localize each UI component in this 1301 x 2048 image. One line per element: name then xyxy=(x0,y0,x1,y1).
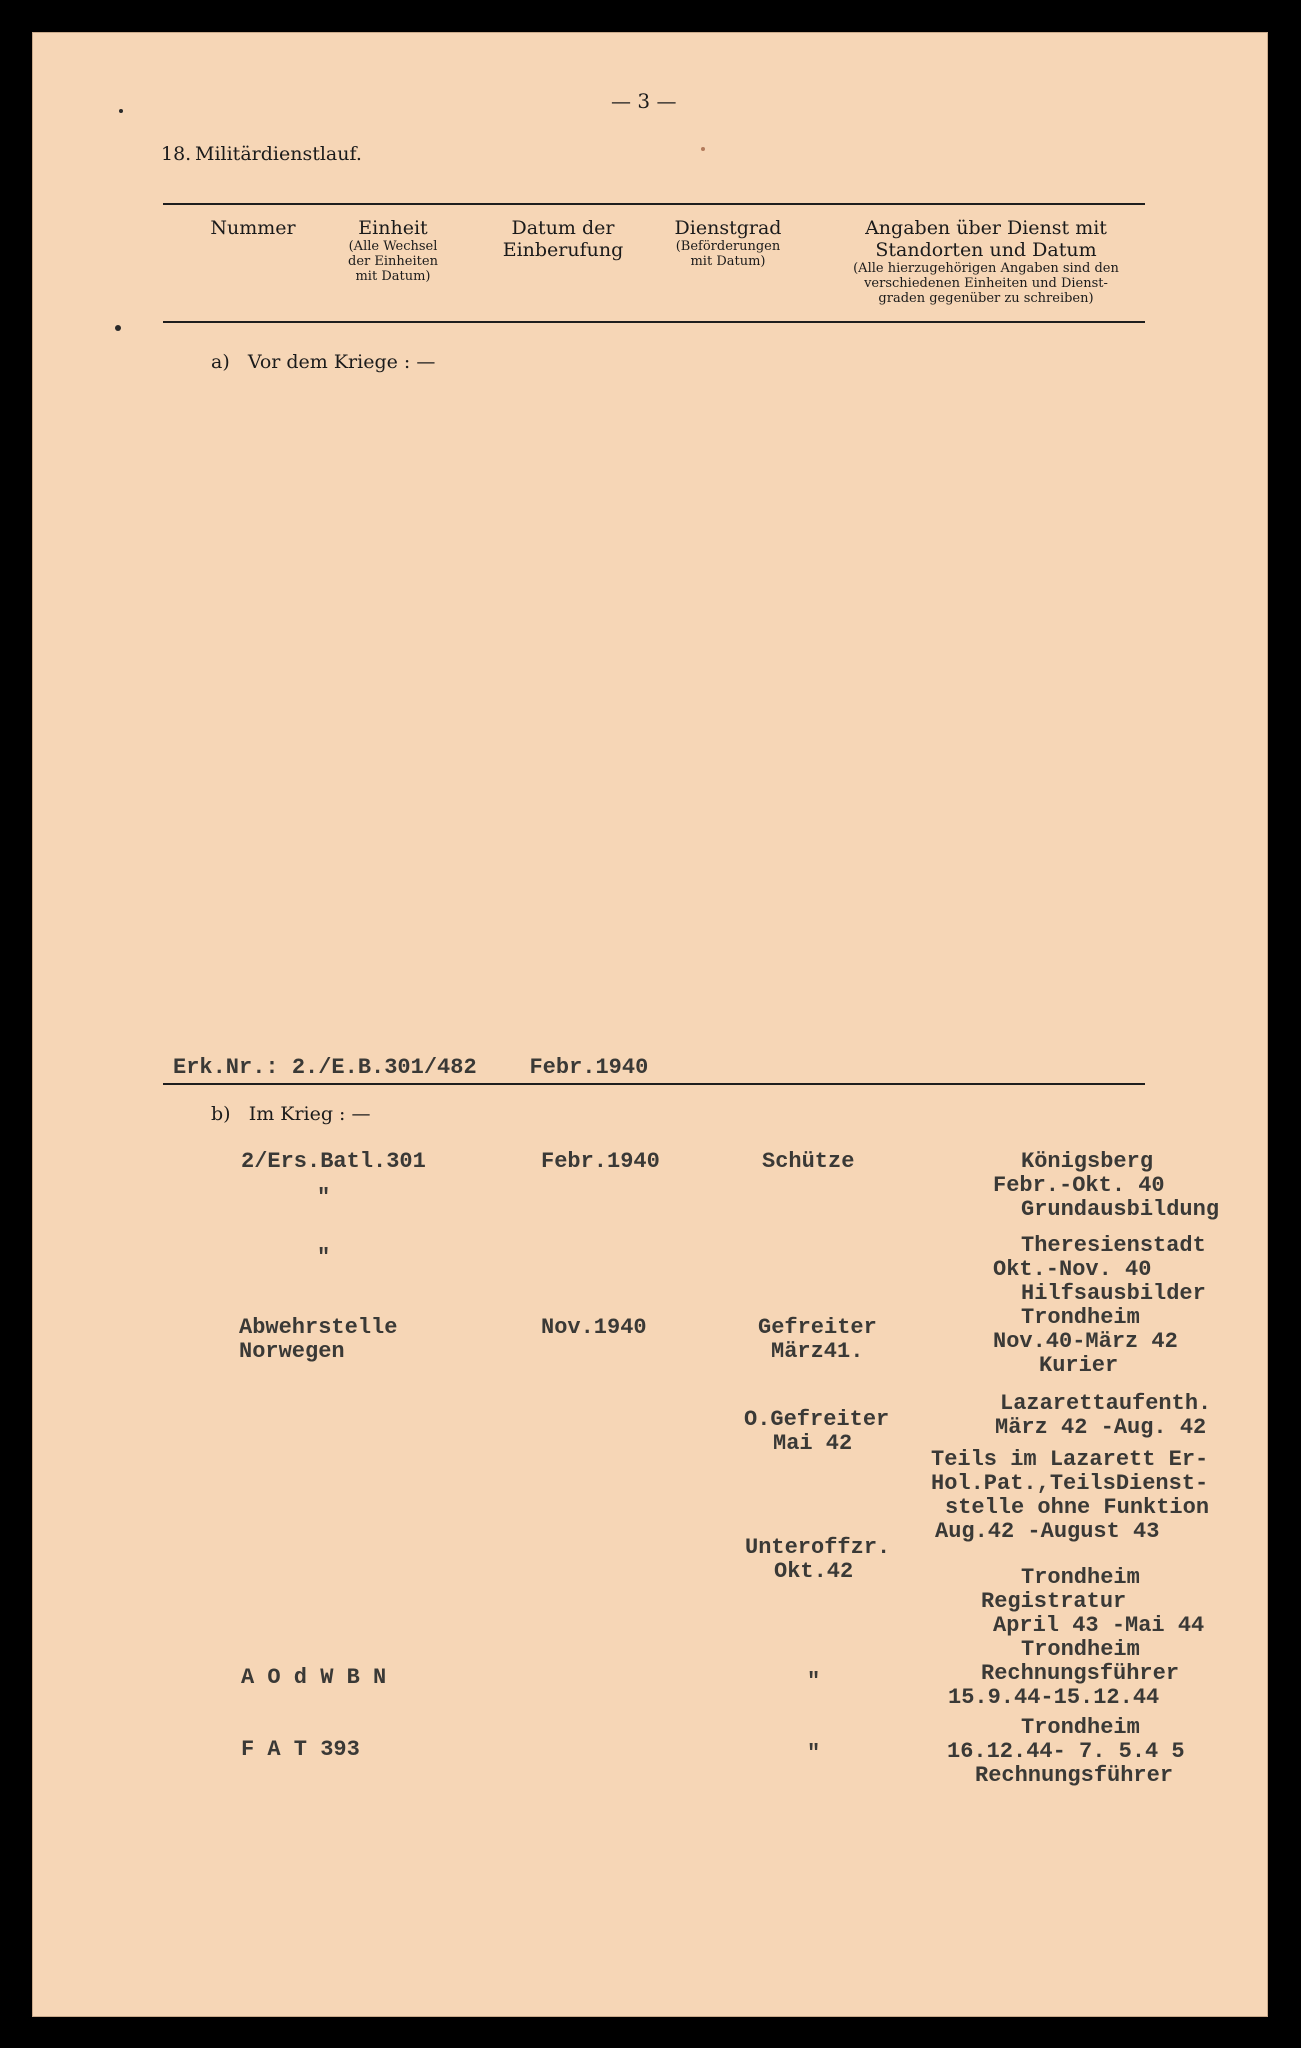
rank-entry: Okt.42 xyxy=(774,1559,854,1584)
rank-entry: O.Gefreiter xyxy=(744,1407,890,1432)
unit-entry: 2/Ers.Batl.301 xyxy=(241,1149,426,1174)
column-header-nummer xyxy=(198,217,308,239)
column-header-einheit xyxy=(328,217,458,284)
info-line: Theresienstadt xyxy=(1021,1233,1206,1258)
column-note-line: mit Datum) xyxy=(690,254,766,269)
paper-speck xyxy=(701,147,705,151)
column-note-line: der Einheiten xyxy=(348,254,438,269)
column-title: Nummer xyxy=(210,217,296,239)
unit-entry: A O d W B N xyxy=(241,1665,387,1690)
rank-entry: März41. xyxy=(771,1339,864,1364)
date-entry: Febr.1940 xyxy=(541,1149,660,1174)
column-header-datum xyxy=(488,217,638,261)
ditto-mark: " xyxy=(807,1669,821,1694)
ditto-mark: " xyxy=(807,1741,821,1766)
rank-entry: Schütze xyxy=(762,1149,855,1174)
column-title: Dienstgrad xyxy=(674,217,782,239)
column-title-line: Einberufung xyxy=(502,239,624,261)
paper-speck xyxy=(115,325,121,331)
info-line: Nov.40-März 42 xyxy=(993,1329,1178,1354)
rank-entry: Gefreiter xyxy=(758,1315,877,1340)
info-line: Rechnungsführer xyxy=(975,1763,1174,1788)
info-line: Rechnungsführer xyxy=(981,1661,1180,1686)
info-line: Trondheim xyxy=(1021,1565,1140,1590)
section-title: Militärdienstlauf. xyxy=(195,143,362,165)
rank-entry: Unteroffzr. xyxy=(745,1535,891,1560)
column-title-line: Datum der xyxy=(511,217,615,239)
column-header-dienstgrad xyxy=(658,217,798,269)
table-header-rule xyxy=(163,321,1145,323)
ditto-mark: " xyxy=(317,1245,331,1270)
info-line: Trondheim xyxy=(1021,1637,1140,1662)
info-line: 16.12.44- 7. 5.4 5 xyxy=(947,1739,1185,1764)
info-line: 15.9.44-15.12.44 xyxy=(948,1685,1160,1710)
info-line: April 43 -Mai 44 xyxy=(993,1613,1205,1638)
info-line: Kurier xyxy=(1039,1353,1119,1378)
unit-entry: F A T 393 xyxy=(241,1737,360,1762)
info-line: Grundausbildung xyxy=(1021,1197,1220,1222)
page-number: — 3 — xyxy=(611,89,677,113)
column-note-line: (Alle hierzugehörigen Angaben sind den xyxy=(853,261,1119,276)
table-top-rule xyxy=(163,203,1145,205)
rank-entry: Mai 42 xyxy=(773,1431,853,1456)
column-note-line: mit Datum) xyxy=(355,269,431,284)
info-line: Okt.-Nov. 40 xyxy=(993,1257,1152,1282)
column-note-line: verschiedenen Einheiten und Dienst- xyxy=(864,276,1108,291)
info-line: Aug.42 -August 43 xyxy=(935,1519,1160,1544)
column-title: Einheit xyxy=(358,217,428,239)
column-note-line: graden gegenüber zu schreiben) xyxy=(878,291,1094,306)
unit-entry: Norwegen xyxy=(239,1339,345,1364)
column-title-line: Angaben über Dienst mit xyxy=(865,217,1107,239)
document-page xyxy=(32,32,1268,2017)
info-line: Hol.Pat.,TeilsDienst- xyxy=(931,1471,1209,1496)
info-line: stelle ohne Funktion xyxy=(945,1495,1210,1520)
info-line: Trondheim xyxy=(1021,1305,1140,1330)
info-line: März 42 -Aug. 42 xyxy=(995,1415,1207,1440)
info-line: Teils im Lazarett Er- xyxy=(931,1447,1209,1472)
column-title-line: Standorten und Datum xyxy=(875,239,1097,261)
info-line: Königsberg xyxy=(1021,1149,1154,1174)
section-number: 18. xyxy=(161,143,192,165)
column-note-line: (Alle Wechsel xyxy=(348,239,438,254)
unit-entry: Abwehrstelle xyxy=(239,1315,398,1340)
erk-nr-rule xyxy=(163,1083,1145,1085)
paper-speck xyxy=(119,109,123,113)
info-line: Lazarettaufenth. xyxy=(1000,1391,1212,1416)
info-line: Hilfsausbilder xyxy=(1021,1281,1206,1306)
part-b-label: b) Im Krieg : — xyxy=(211,1103,371,1125)
erk-nr-line: Erk.Nr.: 2./E.B.301/482 Febr.1940 xyxy=(173,1055,649,1080)
column-header-angaben xyxy=(821,217,1151,306)
info-line: Trondheim xyxy=(1021,1715,1140,1740)
info-line: Febr.-Okt. 40 xyxy=(993,1173,1165,1198)
info-line: Registratur xyxy=(981,1589,1127,1614)
date-entry: Nov.1940 xyxy=(541,1315,647,1340)
column-note-line: (Beförderungen xyxy=(675,239,781,254)
ditto-mark: " xyxy=(317,1185,331,1210)
part-a-label: a) Vor dem Kriege : — xyxy=(211,351,436,373)
